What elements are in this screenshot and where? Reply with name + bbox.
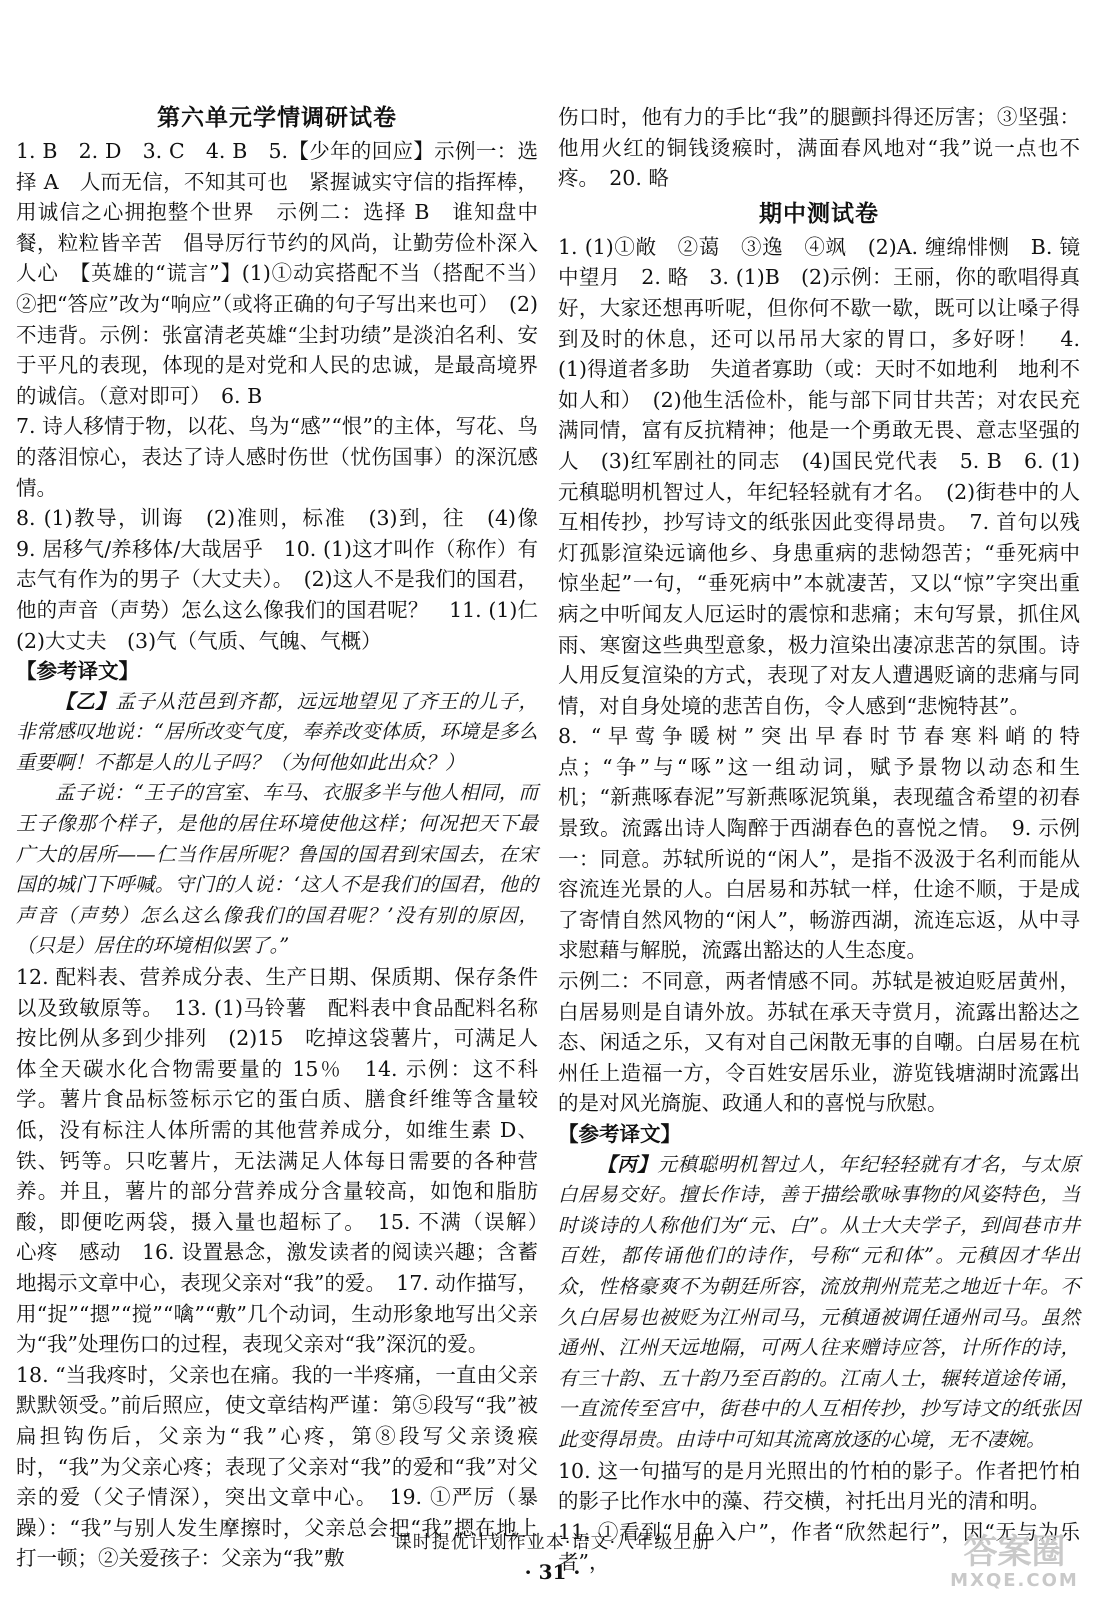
book-footer: 课时提优计划作业本·语文·八年级上册 [393, 1532, 712, 1553]
page-number: · 31 · [524, 1560, 581, 1584]
reference-translation-label: 【参考译文】 [16, 659, 139, 684]
translation-paragraph: 孟子说：“王子的宫室、车马、衣服多半与他人相同，而王子像那个样子，是他的居住环境使他这样；何况把天下最广大的居所——仁当作居所呢？鲁国的国君到宋国去，在宋国的城门下呼喊。守门的人说：‘这人不是我们的国君，他的声音（声势）怎么这么像我们的国君呢？’没有别的原因，（只是）居住的环境相似罢了。” [16, 781, 538, 958]
watermark-logo [932, 1534, 1097, 1594]
answer-paragraph: 11. ①看到“月色入户”，作者“欣然起行”，因“无与为乐者”， [558, 1519, 1080, 1575]
answer-paragraph: 10. 这一句描写的是月光照出的竹柏的影子。作者把竹柏的影子比作水中的藻、荇交横，衬托出月光的清和明。 [558, 1458, 1080, 1514]
reference-translation-label: 【参考译文】 [558, 1122, 681, 1146]
section-title-unit6: 第六单元学情调研试卷 [157, 104, 397, 131]
translation-paragraph [16, 687, 538, 779]
translation-tag: 【丙】 [597, 1152, 658, 1176]
watermark-text: 答案圈 [963, 1532, 1066, 1572]
answer-continuation: 伤口时，他有力的手比“我”的腿颤抖得还厉害；③坚强：他用火红的铜钱烫瘊时，满面春风地对“我”说一点也不疼。 20. 略 [558, 105, 1080, 191]
answer-paragraph: 8. “早莺争暖树”突出早春时节春寒料峭的特点；“争”与“啄”这一组动词，赋予景物以动态和生机；“新燕啄春泥”写新燕啄泥筑巢，表现蕴含希望的初春景致。流露出诗人陶醉于西湖春色的喜悦之情。 9. 示例一：同意。苏轼所说的“闲人”，是指不汲汲于名利而能从容流连光景的人。白居易和苏轼一样，仕途不顺，于是成了寄情自然风物的“闲人”，畅游西湖，流连忘返，从中寻求慰藉与解脱，流露出豁达的人生态度。 [558, 724, 1080, 963]
answer-paragraph: 18. “当我疼时，父亲也在痛。我的一半疼痛，一直由父亲默默领受。”前后照应，使文章结构严谨：第⑤段写“我”被扁担钩伤后，父亲为“我”心疼，第⑧段写父亲烫瘊时，“我”为父亲心疼；表现了父亲对“我”的爱和“我”对父亲的爱（父子情深），突出文章中心。 19. ①严厉（暴躁）：“我”与别人发生摩擦时，父亲总会把“我”摁在地上打一顿；②关爱孩子：父亲为“我”敷 [16, 1362, 538, 1571]
translation-text: 元稹聪明机智过人，年纪轻轻就有才名，与太原白居易交好。擅长作诗，善于描绘歌咏事物的风姿特色，当时谈诗的人称他们为“元、白”。从士大夫学子，到闾巷市井百姓，都传诵他们的诗作，号称“元和体”。元稹因才华出众，性格豪爽不为朝廷所容，流放荆州荒芜之地近十年。不久白居易也被贬为江州司马，元稹通被调任通州司马。虽然通州、江州天远地隔，可两人往来赠诗应答，计所作的诗，有三十韵、五十韵乃至百韵的。江南人士，辗转道途传诵，一直流传至宫中，街巷中的人互相传抄，抄写诗文的纸张因此变得昂贵。由诗中可知其流离放逐的心境，无不凄婉。 [558, 1152, 1080, 1451]
answer-paragraph: 示例二：不同意，两者情感不同。苏轼是被迫贬居黄州，白居易则是自请外放。苏轼在承天寺赏月，流露出豁达之态、闲适之乐，又有对自己闲散无事的自嘲。白居易在杭州任上造福一方，令百姓安居乐业，游览钱塘湖时流露出的是对风光旖旎、政通人和的喜悦与欣慰。 [558, 969, 1080, 1116]
translation-paragraph [558, 1150, 1080, 1456]
answer-paragraph: 7. 诗人移情于物，以花、鸟为“感”“恨”的主体，写花、鸟的落泪惊心，表达了诗人感时伤世（忧伤国事）的深沉感情。 [16, 414, 538, 500]
answer-paragraph: 12. 配料表、营养成分表、生产日期、保质期、保存条件以及致敏原等。 13. (1)马铃薯 配料表中食品配料名称按比例从多到少排列 (2)15 吃掉这袋薯片，可满足人体全天碳水化合物需要量的 15％ 14. 示例：这不科学。薯片食品标签标示它的蛋白质、膳食纤维等含量较低，没有标注人体所需的其他营养成分，如维生素 D、铁、钙等。只吃薯片，无法满足人体每日需要的各种营养。并且，薯片的部分营养成分含量较高，如饱和脂肪酸，即便吃两袋，摄入量也超标了。 15. 不满（误解） 心疼 感动 16. 设置悬念，激发读者的阅读兴趣；含蓄地揭示文章中心，表现父亲对“我”的爱。 17. 动作描写，用“捉”“摁”“搅”“噙”“敷”几个动词，生动形象地写出父亲为“我”处理伤口的过程，表现父亲对“我”深沉的爱。 [16, 965, 559, 1357]
answer-paragraph: 8. (1)教导，训诲 (2)准则，标准 (3)到，往 (4)像 9. 居移气/养移体/大哉居乎 10. (1)这才叫作（称作）有志气有作为的男子（大丈夫）。 (2)这人不是我们的国君，他的声音（声势）怎么这么像我们的国君呢？ 11. (1)仁 (2)大丈夫 (3)气（气质、气魄、气概） [16, 506, 559, 653]
translation-tag: 【乙】 [55, 689, 116, 713]
watermark-url: MXQE.COM [950, 1570, 1079, 1591]
translation-text: 孟子从范邑到齐都，远远地望见了齐王的儿子，非常感叹地说：“居所改变气度，奉养改变体质，环境是多么重要啊！不都是人的儿子吗？（为何他如此出众？） [16, 689, 538, 774]
section-title-midterm: 期中测试卷 [759, 199, 879, 227]
right-column [558, 102, 1080, 1578]
answer-paragraph: 1. (1)①敞 ②蔼 ③逸 ④飒 (2)A. 缠绵悱恻 B. 镜中望月 2. 略 3. (1)B (2)示例：王丽，你的歌唱得真好，大家还想再听呢，但你何不歇一歇，既可以让嗓子得到及时的休息，还可以吊吊大家的胃口，多好呀！ 4. (1)得道者多助 失道者寡助（或：天时不如地利 地利不如人和） (2)他生活俭朴，能与部下同甘共苦；对农民充满同情，富有反抗精神；他是一个勇敢无畏、意志坚强的人 (3)红军剧社的同志 (4)国民党代表 5. B 6. (1)元稹聪明机智过人，年纪轻轻就有才名。 (2)街巷中的人互相传抄，抄写诗文的纸张因此变得昂贵。 7. 首句以残灯孤影渲染远谪他乡、身患重病的悲恸怨苦；“垂死病中惊坐起”一句，“垂死病中”本就凄苦，又以“惊”字突出重病之中听闻友人厄运时的震惊和悲痛；末句写景，抓住风雨、寒窗这些典型意象，极力渲染出凄凉悲苦的氛围。诗人用反复渲染的方式，表现了对友人遭遇贬谪的悲痛与同情，对自身处境的悲苦自伤，令人感到“悲惋特甚”。 [558, 234, 1080, 718]
answer-paragraph: 1. B 2. D 3. C 4. B 5.【少年的回应】示例一：选择 A 人而无信，不知其可也 紧握诚实守信的指挥棒，用诚信之心拥抱整个世界 示例二：选择 B 谁知盘中餐，粒粒皆辛苦 倡导厉行节约的风尚，让勤劳俭朴深入人心 【英雄的“谎言”】(1)①动宾搭配不当（搭配不当） ②把“答应”改为“响应”（或将正确的句子写出来也可） (2)不违背。示例：张富清老英雄“尘封功绩”是淡泊名利、安于平凡的表现，体现的是对党和人民的忠诚，是最高境界的诚信。（意对即可） 6. B [16, 139, 559, 408]
